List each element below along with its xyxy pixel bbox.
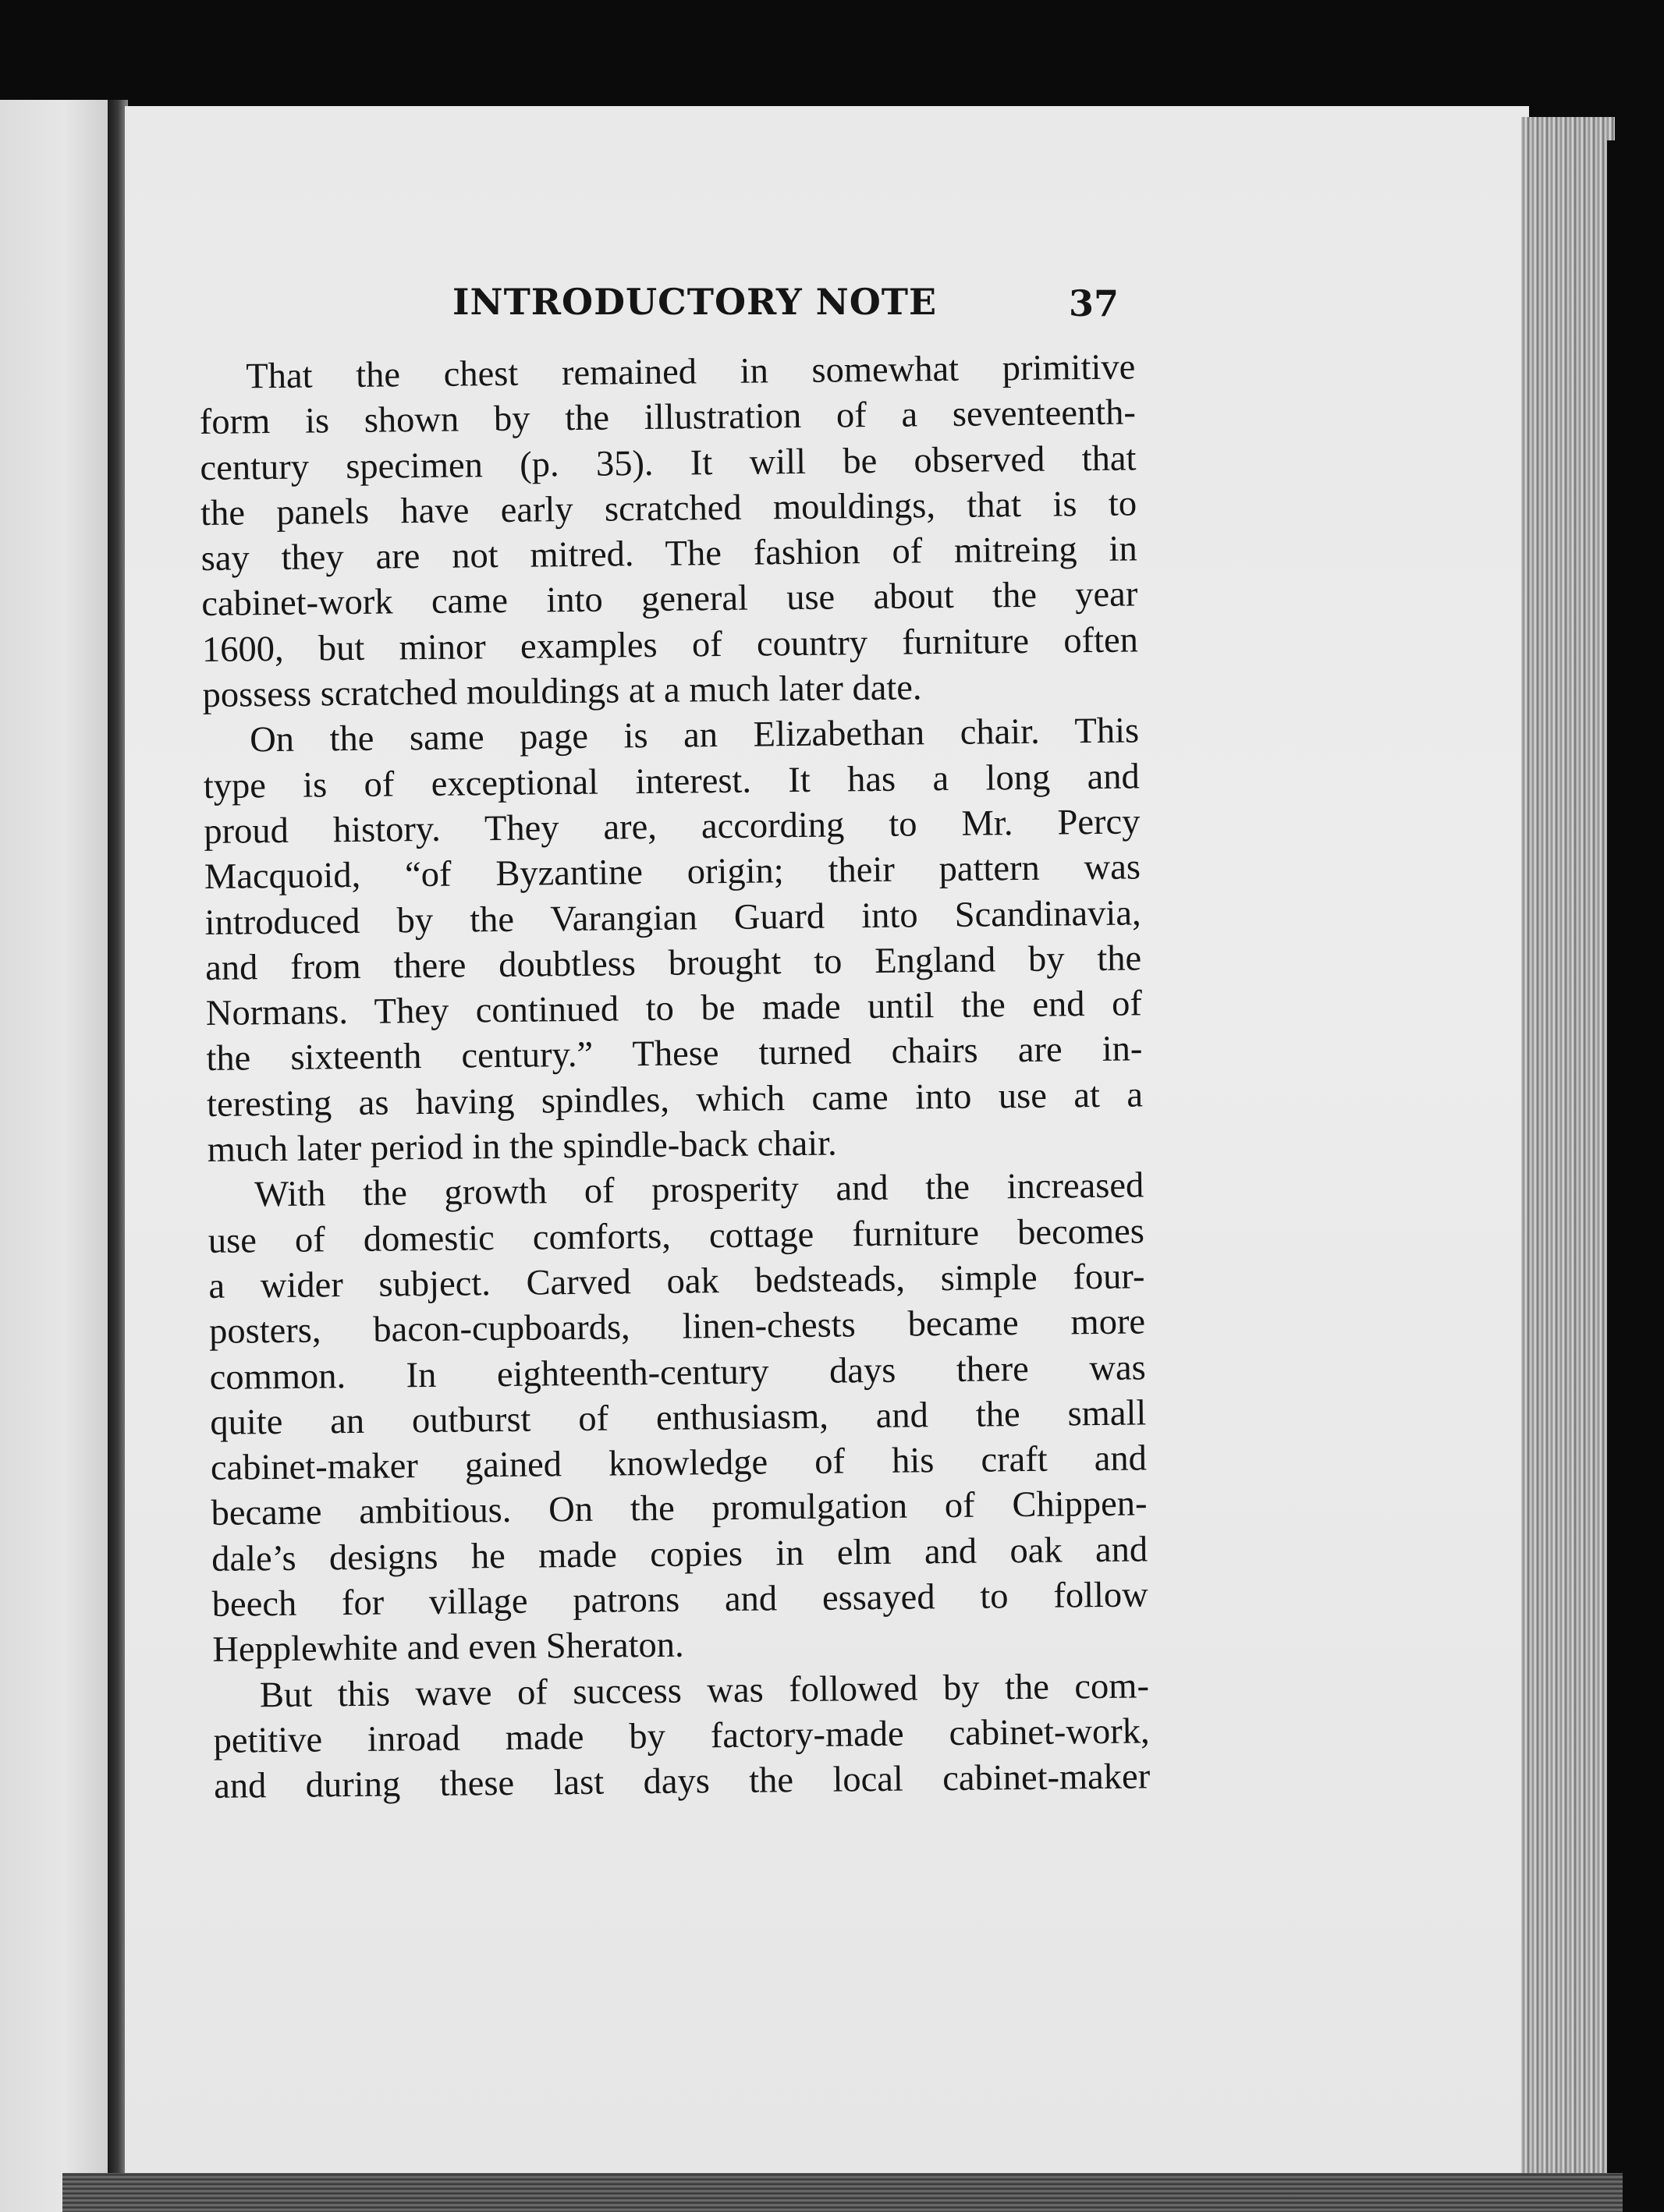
text-line: a wider subject. Carved oak bedsteads, simple four- bbox=[208, 1257, 1145, 1306]
text-line: say they are not mitred. The fashion of mitreing in bbox=[200, 529, 1137, 580]
text-line: proud history. They are, according to Mr. Percy bbox=[204, 802, 1141, 852]
text-line: and during these last days the local cabinet-maker bbox=[213, 1756, 1151, 1807]
text-line: posters, bacon-cupboards, linen-chests became more bbox=[208, 1302, 1146, 1352]
text-line: quite an outburst of enthusiasm, and the small bbox=[210, 1393, 1147, 1443]
text-line: That the chest remained in somewhat primitive bbox=[246, 347, 1136, 397]
running-head: INTRODUCTORY NOTE bbox=[452, 281, 938, 323]
text-line: teresting as having spindles, which came into use at a bbox=[206, 1075, 1144, 1125]
text-line: possess scratched mouldings at a much later date. bbox=[202, 668, 922, 716]
page-number: 37 bbox=[1069, 282, 1119, 324]
text-line: cabinet-work came into general use about the year bbox=[201, 574, 1138, 625]
text-line: became ambitious. On the promulgation of Chippen- bbox=[211, 1484, 1148, 1534]
text-line: On the same page is an Elizabethan chair. This bbox=[249, 711, 1140, 760]
text-line: type is of exceptional interest. It has a long and bbox=[203, 757, 1140, 806]
text-line: form is shown by the illustration of a seventeenth- bbox=[199, 392, 1137, 443]
text-line: the panels have early scratched mouldings, that is to bbox=[200, 484, 1137, 534]
text-line: beech for village patrons and essayed to follow bbox=[211, 1575, 1148, 1625]
text-line: and from there doubtless brought to England by the bbox=[204, 938, 1142, 988]
page-edge-shadow bbox=[1607, 140, 1664, 2212]
text-line: Macquoid, “of Byzantine origin; their pattern was bbox=[204, 847, 1141, 898]
text-line: But this wave of success was followed by the com- bbox=[259, 1665, 1150, 1715]
text-line: introduced by the Varangian Guard into Scandinavia, bbox=[204, 892, 1141, 943]
text-line: use of domestic comforts, cottage furniture becomes bbox=[208, 1211, 1145, 1261]
text-line: With the growth of prosperity and the increased bbox=[254, 1165, 1144, 1215]
text-line: petitive inroad made by factory-made cabinet-work, bbox=[213, 1711, 1150, 1761]
body-text bbox=[199, 345, 1150, 1810]
text-line: the sixteenth century.” These turned chairs are in- bbox=[206, 1029, 1143, 1079]
text-line: 1600, but minor examples of country furniture often bbox=[201, 620, 1139, 670]
text-line: century specimen (p. 35). It will be observed that bbox=[200, 438, 1137, 488]
text-line: Hepplewhite and even Sheraton. bbox=[212, 1625, 684, 1671]
text-line: Normans. They continued to be made until the end of bbox=[205, 984, 1143, 1034]
page-stack-edge bbox=[1521, 117, 1615, 2212]
text-line: much later period in the spindle-back chair. bbox=[207, 1123, 837, 1170]
text-line: cabinet-maker gained knowledge of his craft and bbox=[210, 1438, 1148, 1489]
text-line: common. In eighteenth-century days there was bbox=[209, 1347, 1146, 1398]
left-page-edge bbox=[0, 100, 108, 2212]
text-line: dale’s designs he made copies in elm and oak and bbox=[211, 1530, 1148, 1579]
bottom-page-stack bbox=[62, 2173, 1623, 2212]
